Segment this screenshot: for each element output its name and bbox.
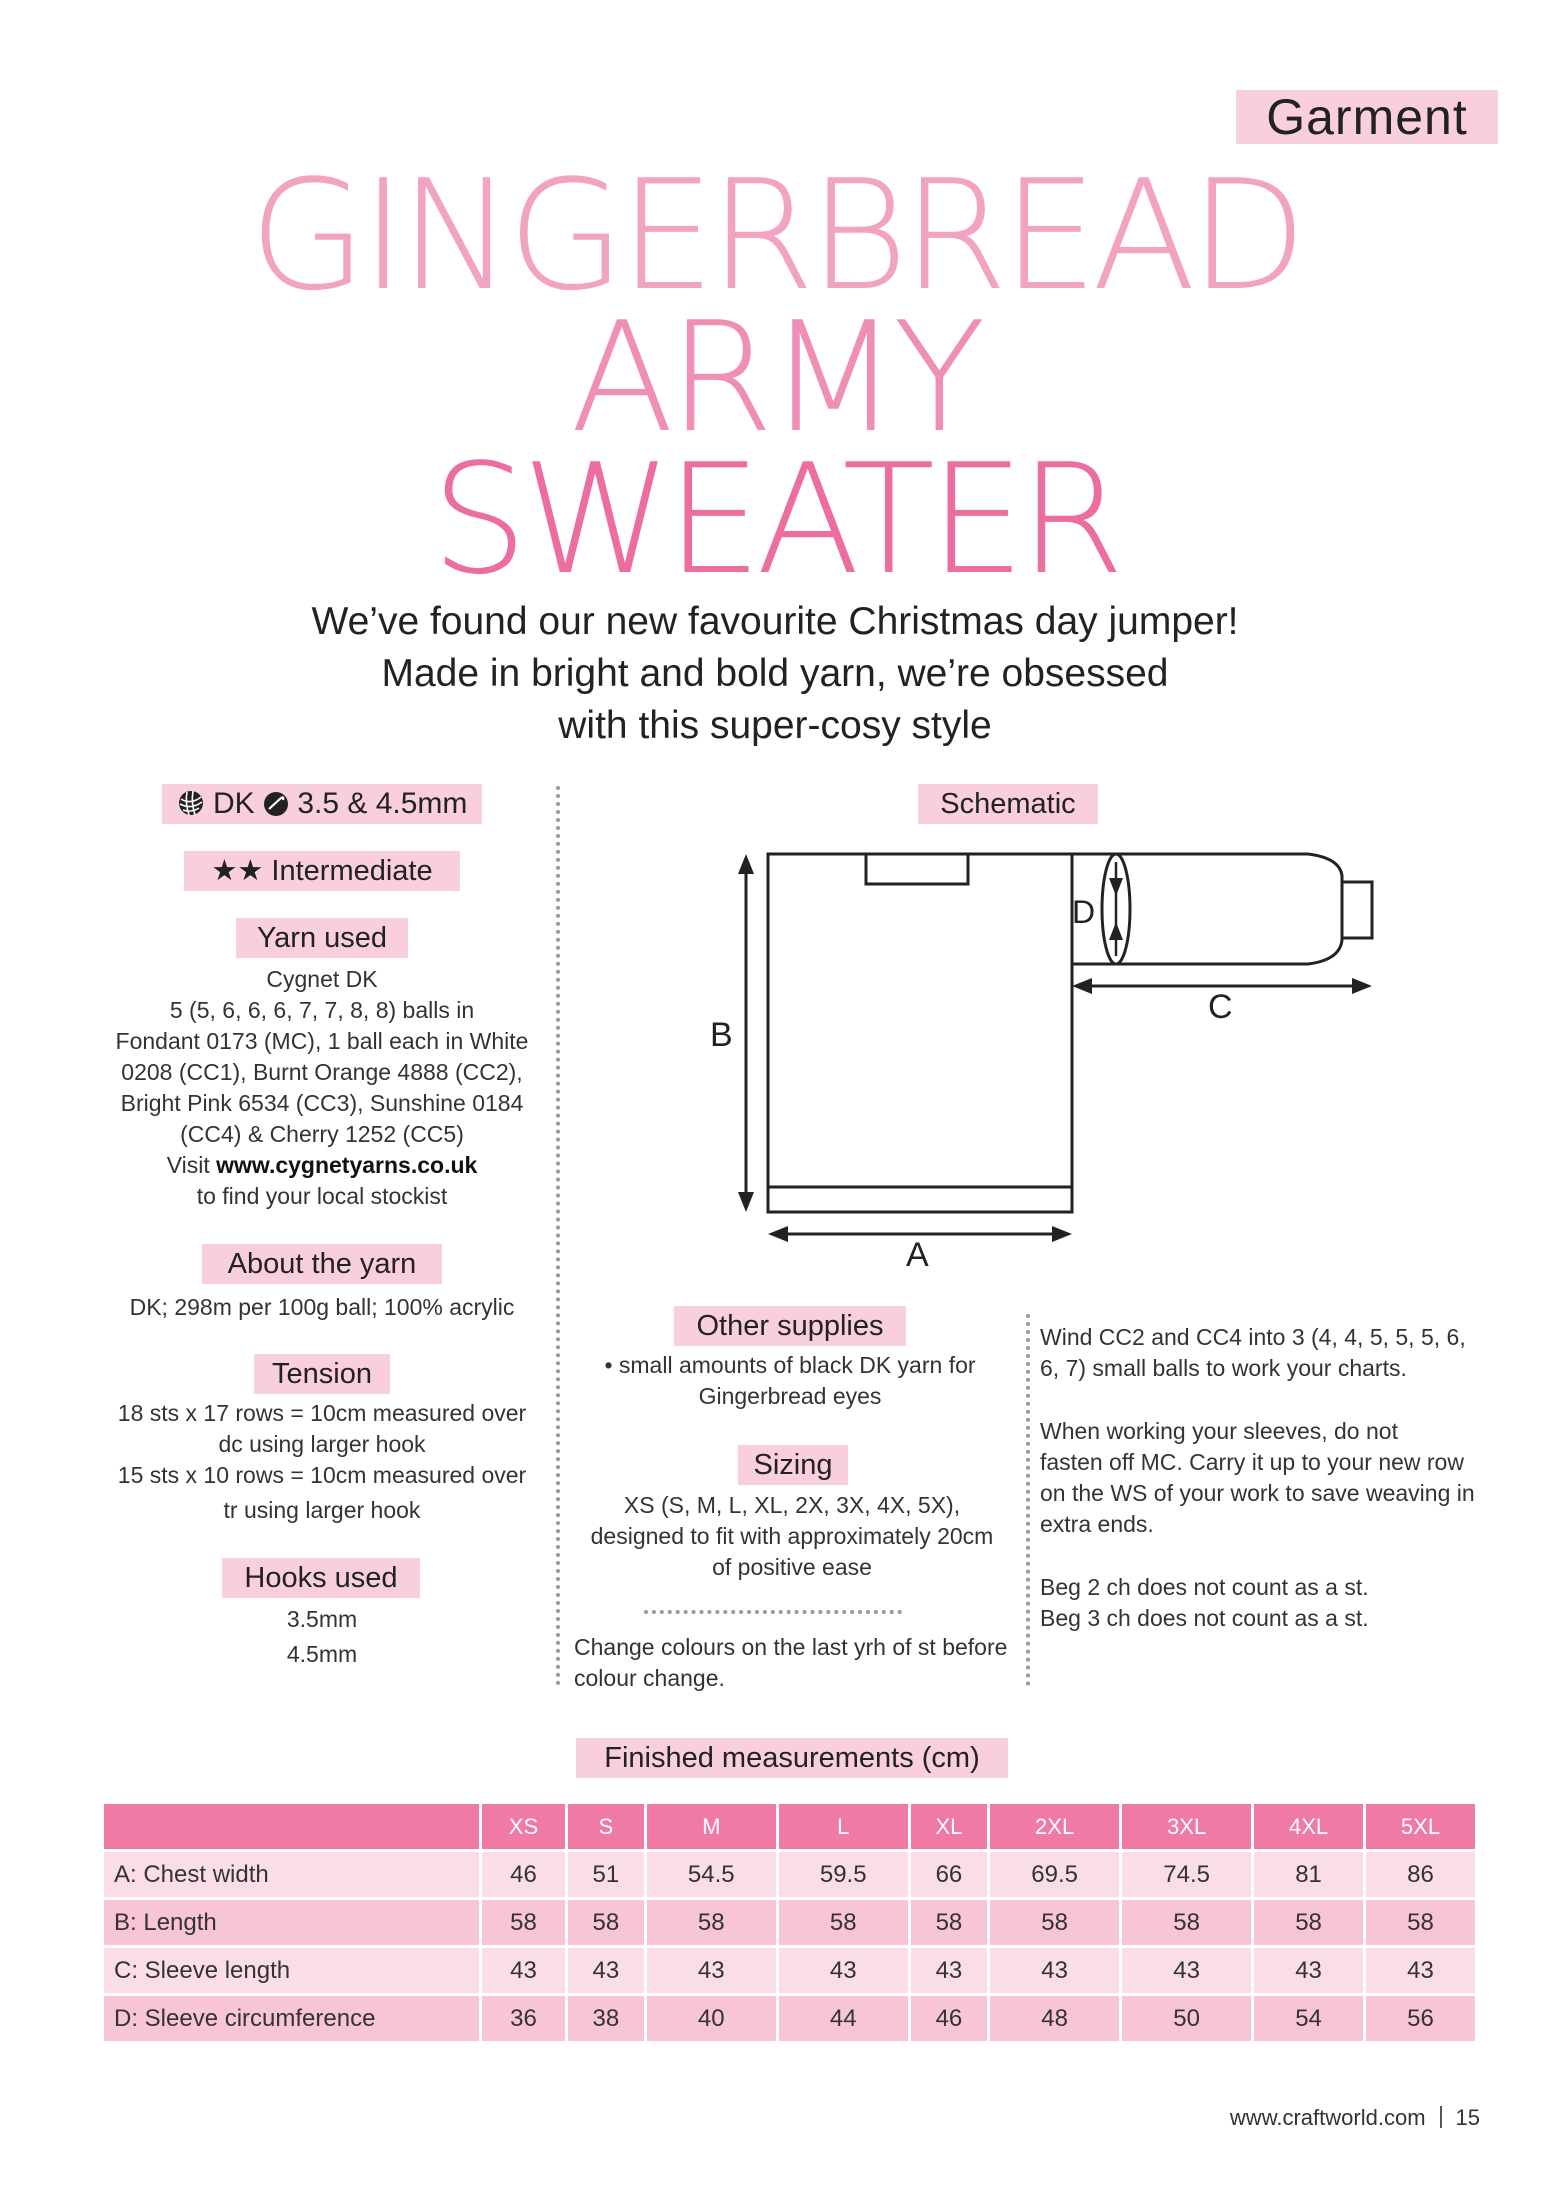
title-line-2: ARMY: [570, 289, 980, 466]
table-cell: 58: [779, 1900, 911, 1948]
table-cell: 51: [568, 1852, 647, 1900]
table-header-size: S: [568, 1804, 647, 1852]
sizing-text: [572, 1490, 1012, 1583]
table-cell: 59.5: [779, 1852, 911, 1900]
table-header-size: 5XL: [1366, 1804, 1478, 1852]
table-cell: 43: [482, 1948, 568, 1996]
colour-change-line: colour change.: [574, 1665, 725, 1691]
other-supplies-text: [580, 1350, 1000, 1412]
table-cell: 56: [1366, 1996, 1478, 2044]
hooks-used-text: [82, 1602, 562, 1672]
table-cell: 43: [911, 1948, 990, 1996]
hooks-used-heading: Hooks used: [222, 1558, 420, 1598]
hook-icon: [263, 788, 289, 814]
row-label: A: Chest width: [104, 1852, 482, 1900]
intro-line-3: with this super-cosy style: [558, 704, 992, 747]
supplies-line: Gingerbread eyes: [698, 1383, 882, 1409]
table-header-size: 3XL: [1122, 1804, 1254, 1852]
level-label: Intermediate: [271, 855, 433, 887]
column-divider-right: [1026, 1314, 1030, 1686]
table-cell: 58: [482, 1900, 568, 1948]
yarn-ball-icon: [177, 788, 205, 816]
yarn-weight: DK: [212, 787, 255, 820]
table-cell: 44: [779, 1996, 911, 2044]
category-tag: Garment: [1236, 90, 1498, 144]
table-cell: 43: [1254, 1948, 1366, 1996]
supplies-line: • small amounts of black DK yarn for: [604, 1352, 976, 1378]
title-line-1: GINGERBREAD: [249, 147, 1301, 324]
note-line: When working your sleeves, do not: [1040, 1418, 1398, 1444]
table-cell: 69.5: [990, 1852, 1122, 1900]
yarn-line: 0208 (CC1), Burnt Orange 4888 (CC2),: [121, 1059, 523, 1085]
table-header-blank: [104, 1804, 482, 1852]
yarn-line: Cygnet DK: [266, 966, 378, 992]
table-cell: 40: [647, 1996, 779, 2044]
table-cell: 36: [482, 1996, 568, 2044]
footer-separator: [1440, 2106, 1442, 2128]
table-cell: 86: [1366, 1852, 1478, 1900]
intro-line-2: Made in bright and bold yarn, we’re obsessed: [381, 652, 1169, 695]
table-header-size: XS: [482, 1804, 568, 1852]
visit-prefix: Visit: [166, 1152, 217, 1178]
hook-line: 3.5mm: [286, 1606, 358, 1632]
colour-change-line: Change colours on the last yrh of st before: [574, 1634, 1008, 1660]
table-cell: 48: [990, 1996, 1122, 2044]
table-header-size: 4XL: [1254, 1804, 1366, 1852]
table-row: [104, 1900, 1478, 1948]
about-yarn-text: DK; 298m per 100g ball; 100% acrylic: [129, 1294, 515, 1320]
table-row: [104, 1996, 1478, 2044]
schematic-label-a: A: [906, 1236, 929, 1274]
row-label: C: Sleeve length: [104, 1948, 482, 1996]
row-label: B: Length: [104, 1900, 482, 1948]
table-cell: 58: [911, 1900, 990, 1948]
table-row: [104, 1852, 1478, 1900]
measurements-table: [104, 1804, 1478, 2044]
table-row: [104, 1948, 1478, 1996]
note-line: Beg 3 ch does not count as a st.: [1040, 1605, 1369, 1631]
table-cell: 38: [568, 1996, 647, 2044]
note-sleeves: [1040, 1416, 1490, 1540]
tension-line: tr using larger hook: [223, 1497, 421, 1523]
table-cell: 58: [647, 1900, 779, 1948]
yarn-stockist: to find your local stockist: [196, 1183, 448, 1209]
table-header-size: M: [647, 1804, 779, 1852]
table-cell: 66: [911, 1852, 990, 1900]
note-line: on the WS of your work to save weaving in: [1040, 1480, 1475, 1506]
table-cell: 43: [568, 1948, 647, 1996]
yarn-line: 5 (5, 6, 6, 6, 7, 7, 8, 8) balls in: [169, 997, 475, 1023]
tension-text: [82, 1398, 562, 1526]
table-cell: 43: [1122, 1948, 1254, 1996]
note-line: Wind CC2 and CC4 into 3 (4, 4, 5, 5, 5, 6,: [1040, 1324, 1466, 1350]
table-header-row: [104, 1804, 1478, 1852]
note-line: fasten off MC. Carry it up to your new row: [1040, 1449, 1464, 1475]
yarn-visit-line: [82, 1150, 562, 1181]
table-cell: 43: [990, 1948, 1122, 1996]
level-stars: ★★: [211, 855, 264, 887]
note-line: 6, 7) small balls to work your charts.: [1040, 1355, 1407, 1381]
tension-line: dc using larger hook: [218, 1431, 426, 1457]
spec-badge: [162, 784, 482, 824]
footer-url[interactable]: www.craftworld.com: [1229, 2105, 1426, 2130]
yarn-line: (CC4) & Cherry 1252 (CC5): [180, 1121, 464, 1147]
table-header-size: L: [779, 1804, 911, 1852]
schematic-label-d: D: [1072, 894, 1096, 930]
table-cell: 58: [1122, 1900, 1254, 1948]
sizing-line: XS (S, M, L, XL, 2X, 3X, 4X, 5X),: [623, 1492, 961, 1518]
note-beginning-chains: [1040, 1572, 1490, 1634]
table-cell: 58: [568, 1900, 647, 1948]
tension-line: 15 sts x 10 rows = 10cm measured over: [117, 1462, 527, 1488]
yarn-url-link[interactable]: www.cygnetyarns.co.uk: [216, 1152, 478, 1178]
table-cell: 50: [1122, 1996, 1254, 2044]
table-cell: 81: [1254, 1852, 1366, 1900]
table-cell: 43: [647, 1948, 779, 1996]
measurements-heading: Finished measurements (cm): [576, 1738, 1008, 1778]
tension-heading: Tension: [254, 1354, 390, 1394]
schematic-diagram: [720, 840, 1380, 1260]
tension-line: 18 sts x 17 rows = 10cm measured over: [117, 1400, 527, 1426]
note-line: extra ends.: [1040, 1511, 1154, 1537]
table-cell: 46: [911, 1996, 990, 2044]
row-label: D: Sleeve circumference: [104, 1996, 482, 2044]
title-line-3: SWEATER: [431, 431, 1119, 608]
yarn-line: Fondant 0173 (MC), 1 ball each in White: [115, 1028, 529, 1054]
yarn-used-text: [82, 964, 562, 1212]
sizing-line: of positive ease: [712, 1554, 872, 1580]
about-yarn-heading: About the yarn: [202, 1244, 442, 1284]
level-badge: [184, 851, 460, 891]
sizing-divider: [644, 1610, 902, 1614]
note-wind-balls: [1040, 1322, 1490, 1384]
page-number: 15: [1455, 2105, 1480, 2130]
table-cell: 74.5: [1122, 1852, 1254, 1900]
table-cell: 58: [1366, 1900, 1478, 1948]
schematic-label-c: C: [1208, 988, 1233, 1026]
table-cell: 43: [1366, 1948, 1478, 1996]
sizing-line: designed to fit with approximately 20cm: [590, 1523, 994, 1549]
yarn-used-heading: Yarn used: [236, 918, 408, 958]
table-cell: 43: [779, 1948, 911, 1996]
intro-line-1: We’ve found our new favourite Christmas day jumper!: [311, 600, 1239, 643]
schematic-label-b: B: [710, 1016, 733, 1054]
sizing-heading: Sizing: [738, 1445, 848, 1485]
table-cell: 58: [990, 1900, 1122, 1948]
page-footer: [1230, 2105, 1480, 2131]
column-divider-left: [556, 786, 560, 1686]
table-cell: 54: [1254, 1996, 1366, 2044]
table-header-size: XL: [911, 1804, 990, 1852]
table-cell: 46: [482, 1852, 568, 1900]
colour-change-note: [574, 1632, 1014, 1694]
hook-line: 4.5mm: [286, 1641, 358, 1667]
other-supplies-heading: Other supplies: [674, 1306, 906, 1346]
table-cell: 54.5: [647, 1852, 779, 1900]
yarn-line: Bright Pink 6534 (CC3), Sunshine 0184: [120, 1090, 524, 1116]
table-cell: 58: [1254, 1900, 1366, 1948]
schematic-heading: Schematic: [918, 784, 1098, 824]
table-header-size: 2XL: [990, 1804, 1122, 1852]
note-line: Beg 2 ch does not count as a st.: [1040, 1574, 1369, 1600]
hook-size: 3.5 & 4.5mm: [297, 787, 468, 820]
